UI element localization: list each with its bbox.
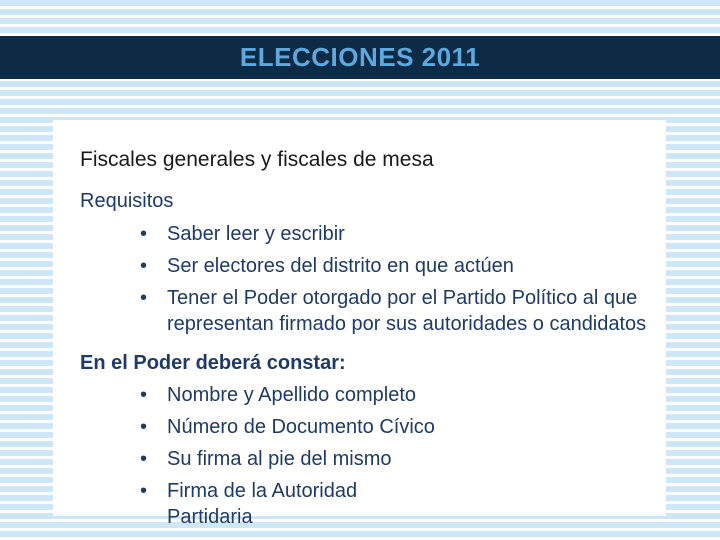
list-item-text: Nombre y Apellido completo (167, 384, 417, 406)
poder-heading: En el Poder deberá constar: (80, 352, 346, 374)
poder-list (140, 382, 440, 536)
list-item-text: Su firma al pie del mismo (167, 448, 392, 470)
bullet-icon: • (140, 223, 148, 245)
list-item-text: Saber leer y escribir (167, 223, 345, 245)
bullet-icon: • (140, 448, 148, 470)
bullet-icon: • (140, 384, 148, 406)
bullet-icon: • (140, 287, 148, 309)
list-item-text: Ser electores del distrito en que actúen (167, 255, 514, 277)
slide-title: ELECCIONES 2011 (239, 42, 481, 72)
list-item (140, 478, 440, 530)
bullet-icon: • (140, 416, 148, 438)
list-item (140, 253, 650, 279)
list-item (140, 221, 650, 247)
list-item-text: Tener el Poder otorgado por el Partido Político al que representan firmado por sus autoridades o candidatos (167, 287, 647, 335)
requisitos-list (140, 221, 650, 343)
list-item-text: Firma de la Autoridad Partidaria (167, 480, 358, 528)
list-item (140, 446, 440, 472)
list-item (140, 285, 650, 337)
requisitos-heading: Requisitos (80, 190, 174, 212)
list-item (140, 414, 440, 440)
bullet-icon: • (140, 255, 148, 277)
list-item (140, 382, 440, 408)
slide-subtitle: Fiscales generales y fiscales de mesa (80, 148, 434, 171)
list-item-text: Número de Documento Cívico (167, 416, 435, 438)
bullet-icon: • (140, 480, 148, 502)
